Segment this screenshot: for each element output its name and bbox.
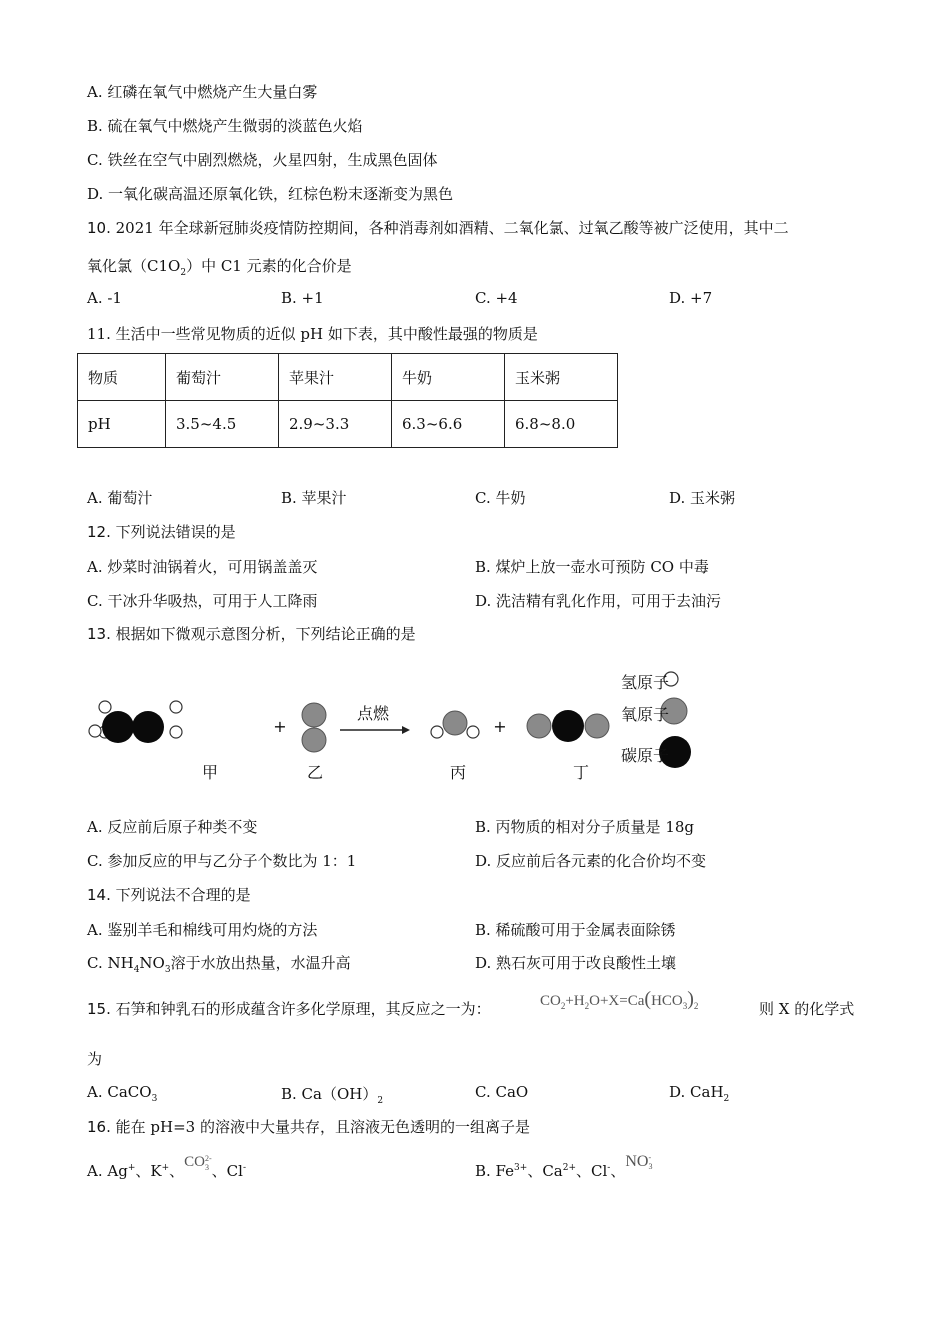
q15-option-b <box>281 1083 383 1106</box>
eq-part: HCO <box>651 993 683 1009</box>
q12-option-b: B. 煤炉上放一壶水可预防 CO 中毒 <box>475 558 709 576</box>
q16-a-ion-sub: 3 <box>204 1162 209 1172</box>
q16-b-sup: 3+ <box>514 1163 528 1173</box>
table-cell: 玉米粥 <box>505 354 618 401</box>
q16-option-b <box>475 1153 653 1181</box>
q10-option-c: C. +4 <box>475 289 518 307</box>
q16-a-ion-charge: 2- <box>204 1153 212 1163</box>
q14-option-c <box>87 952 351 975</box>
q14-stem <box>87 884 251 905</box>
table-cell: 苹果汁 <box>279 354 392 401</box>
q14-c-text: NO <box>139 954 165 972</box>
molecule-ding <box>527 710 609 742</box>
q15-option-d <box>669 1083 729 1104</box>
q10-text-a: 氧化氯（C1O <box>87 257 181 275</box>
q12-number: 12. <box>87 523 111 541</box>
q12-option-c: C. 干冰升华吸热，可用于人工降雨 <box>87 592 318 610</box>
oxygen-atom <box>527 714 551 738</box>
q10-text: 2021 年全球新冠肺炎疫情防控期间，各种消毒剂如酒精、二氧化氯、过氧乙酸等被广泛使用，其中二 <box>115 219 789 237</box>
nitrate-ion <box>625 1153 652 1170</box>
ph-table-header-row <box>78 354 618 401</box>
eq-sub: 3 <box>682 1001 688 1011</box>
hydrogen-atom <box>89 725 101 737</box>
q16-a-sup: + <box>161 1163 170 1173</box>
q16-b-ion-charge: - <box>648 1153 652 1163</box>
eq-part: +H <box>565 993 585 1009</box>
legend-hydrogen-label: 氢原子 <box>621 673 670 692</box>
q10-option-a: A. -1 <box>87 289 122 307</box>
q11-option-a: A. 葡萄汁 <box>87 489 153 507</box>
q11-stem: 11. 生活中一些常见物质的近似 pH 如下表，其中酸性最强的物质是 <box>87 325 538 343</box>
legend-carbon-label: 碳原子 <box>621 746 670 765</box>
oxygen-atom <box>585 714 609 738</box>
q14-option-d: D. 熟石灰可用于改良酸性土壤 <box>475 954 677 972</box>
molecule-jia <box>89 701 182 743</box>
q10-stem-line1 <box>87 217 789 238</box>
q10-text-b: ）中 C1 元素的化合价是 <box>186 257 352 275</box>
q16-b-text: 、Cl <box>576 1162 608 1180</box>
q15-b-sub: 2 <box>377 1096 384 1106</box>
q15-number: 15. <box>87 1000 111 1018</box>
hydrogen-atom <box>170 701 182 713</box>
q11-option-d: D. 玉米粥 <box>669 489 736 507</box>
molecule-bing <box>431 711 479 738</box>
oxygen-atom <box>302 728 326 752</box>
q14-c-text: C. NH <box>87 954 134 972</box>
q15-option-a <box>87 1083 157 1104</box>
q16-b-sup: 2+ <box>562 1163 577 1173</box>
table-cell: pH <box>78 401 166 448</box>
q10-stem-line2 <box>87 255 352 278</box>
q16-a-ion: CO <box>184 1154 205 1170</box>
table-cell: 物质 <box>78 354 166 401</box>
eq-sub: 2 <box>584 1001 590 1011</box>
q15-a-sub: 3 <box>151 1094 158 1104</box>
q11-option-b: B. 苹果汁 <box>281 489 347 507</box>
q16-number: 16. <box>87 1118 111 1136</box>
q10-option-b: B. +1 <box>281 289 324 307</box>
q15-equation <box>540 988 698 1011</box>
q14-c-sub: 3 <box>164 965 171 975</box>
q13-option-b: B. 丙物质的相对分子质量是 18g <box>475 818 695 836</box>
q12-stem <box>87 521 236 542</box>
q14-option-a: A. 鉴别羊毛和棉线可用灼烧的方法 <box>87 921 318 939</box>
q16-a-text: 、 <box>169 1162 185 1180</box>
q15-text-after: 则 X 的化学式 <box>759 1000 855 1018</box>
q12-text: 下列说法错误的是 <box>115 523 236 541</box>
label-jia: 甲 <box>201 763 219 782</box>
carbonate-ion <box>184 1154 212 1170</box>
q15-option-c: C. CaO <box>475 1083 529 1101</box>
label-yi: 乙 <box>306 763 324 782</box>
ph-table-value-row <box>78 401 618 448</box>
q16-a-sup: + <box>127 1163 136 1173</box>
q10-option-d: D. +7 <box>669 289 713 307</box>
q15-d-text: D. CaH <box>669 1083 724 1101</box>
q14-text: 下列说法不合理的是 <box>115 886 251 904</box>
hydrogen-atom <box>99 701 111 713</box>
q13-option-c: C. 参加反应的甲与乙分子个数比为 1：1 <box>87 852 357 870</box>
q16-b-ion: NO <box>625 1153 649 1170</box>
reaction-diagram <box>80 662 700 792</box>
table-cell: 3.5~4.5 <box>166 401 279 448</box>
q16-a-text: 、Cl <box>211 1162 243 1180</box>
q16-b-ion-sub: 3 <box>648 1162 653 1172</box>
table-cell: 6.3~6.6 <box>392 401 505 448</box>
q12-option-a: A. 炒菜时油锅着火，可用锅盖盖灭 <box>87 558 318 576</box>
table-cell: 6.8~8.0 <box>505 401 618 448</box>
carbon-atom <box>132 711 164 743</box>
arrow-label: 点燃 <box>356 704 390 723</box>
table-cell: 葡萄汁 <box>166 354 279 401</box>
carbon-atom <box>102 711 134 743</box>
q15-a-text: A. CaCO <box>87 1083 152 1101</box>
plus-sign: + <box>273 717 287 736</box>
q15-stem <box>87 998 491 1019</box>
q10-number: 10. <box>87 219 111 237</box>
q14-c-sub: 4 <box>133 965 140 975</box>
q16-a-sup: - <box>242 1163 246 1173</box>
q16-b-text: 、Ca <box>527 1162 563 1180</box>
q13-option-a: A. 反应前后原子种类不变 <box>87 818 258 836</box>
hydrogen-atom <box>170 726 182 738</box>
q15-d-sub: 2 <box>723 1094 730 1104</box>
q16-option-a <box>87 1153 246 1182</box>
q9-option-d: D. 一氧化碳高温还原氧化铁，红棕色粉末逐渐变为黑色 <box>87 185 454 203</box>
q11-option-c: C. 牛奶 <box>475 489 526 507</box>
q15-b-text: B. Ca（OH） <box>281 1085 378 1103</box>
hydrogen-atom <box>467 726 479 738</box>
plus-sign: + <box>493 717 507 736</box>
q15-line2: 为 <box>87 1050 103 1068</box>
q15-text: 石笋和钟乳石的形成蕴含许多化学原理，其反应之一为： <box>115 1000 491 1018</box>
arrow-head-icon <box>402 726 410 734</box>
q13-option-d: D. 反应前后各元素的化合价均不变 <box>475 852 707 870</box>
q14-option-b: B. 稀硫酸可用于金属表面除锈 <box>475 921 676 939</box>
q16-a-text: A. Ag <box>87 1162 128 1180</box>
molecule-yi <box>302 703 326 752</box>
q10-sub: 2 <box>180 268 187 278</box>
eq-sub: 2 <box>693 1001 699 1011</box>
label-bing: 丙 <box>449 763 467 782</box>
q14-c-text: 溶于水放出热量，水温升高 <box>170 954 351 972</box>
q12-option-d: D. 洗洁精有乳化作用，可用于去油污 <box>475 592 722 610</box>
oxygen-atom <box>302 703 326 727</box>
eq-part: O+X=Ca <box>589 993 645 1009</box>
q13-stem <box>87 623 416 644</box>
q16-text: 能在 pH=3 的溶液中大量共存，且溶液无色透明的一组离子是 <box>115 1118 530 1136</box>
label-ding: 丁 <box>572 763 590 782</box>
q16-stem <box>87 1116 530 1137</box>
table-cell: 2.9~3.3 <box>279 401 392 448</box>
legend-oxygen-label: 氧原子 <box>621 705 670 724</box>
ph-table <box>77 353 618 448</box>
q14-number: 14. <box>87 886 111 904</box>
q9-option-a: A. 红磷在氧气中燃烧产生大量白雾 <box>87 83 318 101</box>
table-cell: 牛奶 <box>392 354 505 401</box>
q16-b-text: B. Fe <box>475 1162 515 1180</box>
eq-sub: 2 <box>560 1001 566 1011</box>
q16-b-text: 、 <box>610 1162 626 1180</box>
hydrogen-atom <box>431 726 443 738</box>
q13-text: 根据如下微观示意图分析，下列结论正确的是 <box>115 625 416 643</box>
q9-option-b: B. 硫在氧气中燃烧产生微弱的淡蓝色火焰 <box>87 117 363 135</box>
eq-paren-close: ) <box>687 988 694 1010</box>
q16-a-text: 、K <box>135 1162 162 1180</box>
eq-paren-open: ( <box>644 988 652 1010</box>
oxygen-atom <box>443 711 467 735</box>
eq-part: CO <box>540 993 561 1009</box>
q9-option-c: C. 铁丝在空气中剧烈燃烧，火星四射，生成黑色固体 <box>87 151 438 169</box>
q13-number: 13. <box>87 625 111 643</box>
carbon-atom <box>552 710 584 742</box>
q16-b-sup: - <box>607 1163 611 1173</box>
